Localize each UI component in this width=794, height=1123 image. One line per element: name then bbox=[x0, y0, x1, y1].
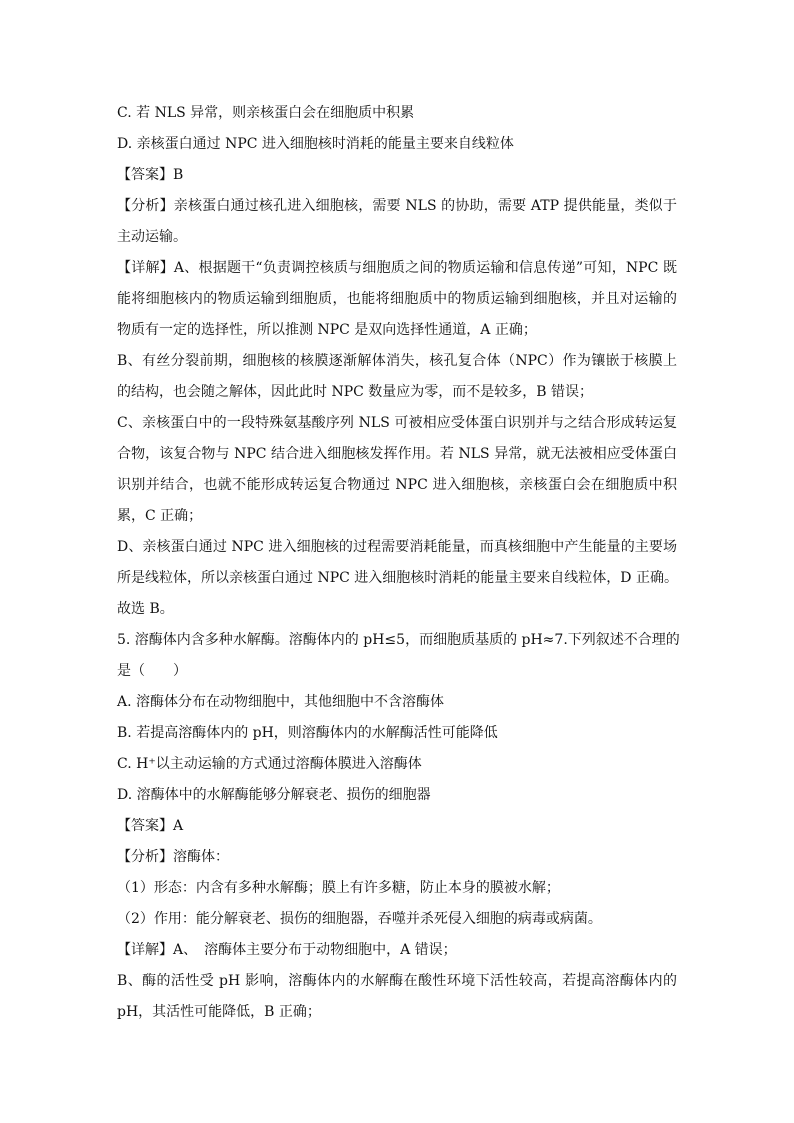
explanation-q4-line2: 能将细胞核内的物质运输到细胞质，也能将细胞质中的物质运输到细胞核，并且对运输的 bbox=[117, 291, 677, 307]
analysis-q5-point1: （1）形态：内含有多种水解酶；膜上有许多糖，防止本身的膜被水解； bbox=[117, 880, 560, 896]
option-a-q5: A. 溶酶体分布在动物细胞中，其他细胞中不含溶酶体 bbox=[117, 694, 445, 710]
explanation-q4-line8: 识别并结合，也就不能形成转运复合物通过 NPC 进入细胞核，亲核蛋白会在细胞质中积 bbox=[117, 477, 677, 493]
analysis-q4-line1: 【分析】亲核蛋白通过核孔进入细胞核，需要 NLS 的协助，需要 ATP 提供能量，类似于 bbox=[117, 198, 677, 214]
question-5-stem-line2: 是（ ） bbox=[117, 663, 187, 679]
explanation-q4-line1: 【详解】A、根据题干“负责调控核质与细胞质之间的物质运输和信息传递”可知，NPC 既 bbox=[117, 260, 677, 276]
explanation-q4-line6: C、亲核蛋白中的一段特殊氨基酸序列 NLS 可被相应受体蛋白识别并与之结合形成转运复 bbox=[117, 415, 677, 431]
explanation-q4-line5: 的结构，也会随之解体，因此此时 NPC 数量应为零，而不是较多，B 错误； bbox=[117, 384, 594, 400]
explanation-q5-line2: B、酶的活性受 pH 影响，溶酶体内的水解酶在酸性环境下活性较高，若提高溶酶体内的 bbox=[117, 973, 677, 989]
question-5-stem-line1: 5. 溶酶体内含多种水解酶。溶酶体内的 pH≤5，而细胞质基质的 pH≈7.下列叙述不合理的 bbox=[117, 632, 680, 648]
document-body bbox=[117, 98, 680, 1028]
explanation-q4-line4: B、有丝分裂前期，细胞核的核膜逐渐解体消失，核孔复合体（NPC）作为镶嵌于核膜上 bbox=[117, 353, 677, 369]
analysis-q5-heading: 【分析】溶酶体： bbox=[117, 849, 229, 865]
explanation-q4-line11: 所是线粒体，所以亲核蛋白通过 NPC 进入细胞核时消耗的能量主要来自线粒体，D 正确。 bbox=[117, 570, 678, 586]
answer-q5: 【答案】A bbox=[117, 818, 184, 834]
option-b-q5: B. 若提高溶酶体内的 pH，则溶酶体内的水解酶活性可能降低 bbox=[117, 725, 498, 741]
answer-q4: 【答案】B bbox=[117, 167, 184, 183]
option-d-q4: D. 亲核蛋白通过 NPC 进入细胞核时消耗的能量主要来自线粒体 bbox=[117, 136, 514, 152]
explanation-q5-line3: pH，其活性可能降低，B 正确； bbox=[117, 1004, 321, 1020]
explanation-q4-line3: 物质有一定的选择性，所以推测 NPC 是双向选择性通道，A 正确； bbox=[117, 322, 537, 338]
analysis-q4-line2: 主动运输。 bbox=[117, 229, 187, 245]
explanation-q4-line9: 累，C 正确； bbox=[117, 508, 203, 524]
analysis-q5-point2: （2）作用：能分解衰老、损伤的细胞器，吞噬并杀死侵入细胞的病毒或病菌。 bbox=[117, 911, 602, 927]
explanation-q4-line10: D、亲核蛋白通过 NPC 进入细胞核的过程需要消耗能量，而真核细胞中产生能量的主要场 bbox=[117, 539, 677, 555]
option-c-q4: C. 若 NLS 异常，则亲核蛋白会在细胞质中积累 bbox=[117, 105, 415, 121]
option-c-q5: C. H⁺以主动运输的方式通过溶酶体膜进入溶酶体 bbox=[117, 756, 422, 772]
explanation-q4-line7: 合物，该复合物与 NPC 结合进入细胞核发挥作用。若 NLS 异常，就无法被相应受体蛋白 bbox=[117, 446, 677, 462]
conclusion-q4: 故选 B。 bbox=[117, 601, 174, 617]
option-d-q5: D. 溶酶体中的水解酶能够分解衰老、损伤的细胞器 bbox=[117, 787, 431, 803]
explanation-q5-line1: 【详解】A、 溶酶体主要分布于动物细胞中，A 错误； bbox=[117, 942, 457, 958]
